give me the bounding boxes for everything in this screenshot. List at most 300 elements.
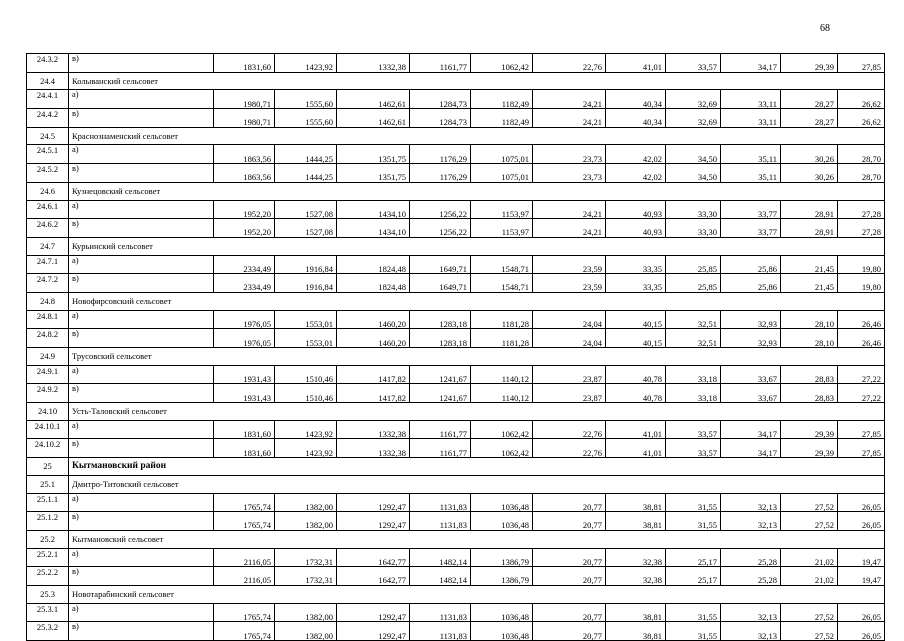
table-cell: 32,93 (721, 310, 781, 329)
table-cell: 27,22 (838, 365, 885, 384)
table-cell: 2116,05 (214, 567, 275, 586)
row-code: 25.3.1 (27, 603, 69, 622)
table-cell: 32,51 (666, 310, 721, 329)
section-name: Кытмановский сельсовет (69, 530, 885, 548)
table-cell: 27,85 (838, 420, 885, 439)
table-cell: 28,83 (781, 384, 838, 403)
table-cell: 21,45 (781, 255, 838, 274)
table-row (27, 567, 885, 586)
table-cell: 22,76 (533, 439, 606, 458)
table-cell: 1553,01 (275, 310, 337, 329)
table-cell: 1241,67 (410, 365, 471, 384)
table-cell: 28,10 (781, 329, 838, 348)
table-cell: 33,35 (606, 255, 666, 274)
row-code: 25.1.1 (27, 493, 69, 512)
table-cell: 25,28 (721, 548, 781, 567)
table-cell: 19,80 (838, 255, 885, 274)
table-cell: 1062,42 (471, 439, 533, 458)
table-cell: 40,34 (606, 109, 666, 128)
table-cell: 1382,00 (275, 622, 337, 641)
table-cell: 1036,48 (471, 603, 533, 622)
tariff-table (26, 53, 885, 641)
table-cell: 1182,49 (471, 109, 533, 128)
table-cell: 25,85 (666, 255, 721, 274)
table-row (27, 274, 885, 293)
table-cell: 40,34 (606, 90, 666, 109)
table-cell: 1824,48 (337, 274, 410, 293)
table-cell: 32,13 (721, 512, 781, 531)
table-cell: 33,35 (606, 274, 666, 293)
row-subitem: в) (69, 219, 214, 238)
table-cell: 28,70 (838, 164, 885, 183)
table-cell: 1131,83 (410, 622, 471, 641)
table-cell: 38,81 (606, 512, 666, 531)
table-cell: 1765,74 (214, 603, 275, 622)
table-cell: 1241,67 (410, 384, 471, 403)
table-cell: 35,11 (721, 145, 781, 164)
row-code: 24.5 (27, 127, 69, 145)
table-cell: 30,26 (781, 145, 838, 164)
table-row (27, 219, 885, 238)
table-cell: 1460,20 (337, 329, 410, 348)
table-cell: 33,67 (721, 365, 781, 384)
table-cell: 26,05 (838, 603, 885, 622)
table-cell: 24,21 (533, 219, 606, 238)
table-row (27, 512, 885, 531)
table-cell: 30,26 (781, 164, 838, 183)
table-cell: 29,39 (781, 420, 838, 439)
table-cell: 1555,60 (275, 90, 337, 109)
table-cell: 1649,71 (410, 274, 471, 293)
table-row (27, 54, 885, 73)
row-subitem: в) (69, 54, 214, 73)
table-cell: 19,47 (838, 548, 885, 567)
table-cell: 24,04 (533, 329, 606, 348)
table-cell: 26,05 (838, 493, 885, 512)
table-row (27, 622, 885, 641)
table-cell: 1952,20 (214, 200, 275, 219)
table-cell: 1036,48 (471, 512, 533, 531)
table-cell: 40,15 (606, 310, 666, 329)
row-subitem: в) (69, 622, 214, 641)
table-cell: 32,13 (721, 493, 781, 512)
table-row (27, 420, 885, 439)
row-code: 24.9.1 (27, 365, 69, 384)
table-cell: 29,39 (781, 54, 838, 73)
table-cell: 1642,77 (337, 567, 410, 586)
table-row (27, 255, 885, 274)
table-row (27, 329, 885, 348)
row-code: 25 (27, 458, 69, 476)
table-cell: 27,52 (781, 603, 838, 622)
table-row (27, 493, 885, 512)
table-cell: 26,05 (838, 622, 885, 641)
row-subitem: в) (69, 567, 214, 586)
table-cell: 32,69 (666, 90, 721, 109)
table-cell: 27,28 (838, 200, 885, 219)
table-cell: 23,59 (533, 274, 606, 293)
table-row (27, 200, 885, 219)
table-cell: 1732,31 (275, 548, 337, 567)
table-cell: 1256,22 (410, 219, 471, 238)
table-cell: 1256,22 (410, 200, 471, 219)
section-heading-row (27, 182, 885, 200)
table-cell: 32,51 (666, 329, 721, 348)
table-cell: 1831,60 (214, 420, 275, 439)
row-code: 25.3.2 (27, 622, 69, 641)
table-cell: 20,77 (533, 603, 606, 622)
row-subitem: а) (69, 200, 214, 219)
section-heading-row (27, 403, 885, 421)
table-cell: 1181,28 (471, 310, 533, 329)
row-code: 24.3.2 (27, 54, 69, 73)
table-cell: 1976,05 (214, 329, 275, 348)
table-cell: 1417,82 (337, 384, 410, 403)
table-cell: 1510,46 (275, 384, 337, 403)
table-cell: 2334,49 (214, 255, 275, 274)
table-cell: 40,93 (606, 219, 666, 238)
table-cell: 1140,12 (471, 365, 533, 384)
table-cell: 31,55 (666, 512, 721, 531)
table-cell: 1555,60 (275, 109, 337, 128)
table-cell: 32,13 (721, 603, 781, 622)
table-cell: 24,21 (533, 200, 606, 219)
table-cell: 1176,29 (410, 145, 471, 164)
table-cell: 32,93 (721, 329, 781, 348)
table-cell: 20,77 (533, 512, 606, 531)
table-cell: 1527,08 (275, 200, 337, 219)
table-cell: 32,13 (721, 622, 781, 641)
table-cell: 1131,83 (410, 493, 471, 512)
table-cell: 35,11 (721, 164, 781, 183)
table-cell: 34,50 (666, 164, 721, 183)
table-cell: 21,02 (781, 548, 838, 567)
table-cell: 1916,84 (275, 274, 337, 293)
section-name: Дмитро-Титовский сельсовет (69, 475, 885, 493)
table-cell: 31,55 (666, 603, 721, 622)
section-name: Кузнецовский сельсовет (69, 182, 885, 200)
row-subitem: а) (69, 420, 214, 439)
section-name: Курьинский сельсовет (69, 237, 885, 255)
table-cell: 28,83 (781, 365, 838, 384)
table-cell: 24,04 (533, 310, 606, 329)
section-name: Новофирсовский сельсовет (69, 292, 885, 310)
table-cell: 1444,25 (275, 145, 337, 164)
table-cell: 20,77 (533, 622, 606, 641)
table-cell: 38,81 (606, 622, 666, 641)
table-cell: 1824,48 (337, 255, 410, 274)
table-row (27, 384, 885, 403)
table-cell: 25,86 (721, 274, 781, 293)
table-cell: 1482,14 (410, 567, 471, 586)
table-cell: 33,77 (721, 200, 781, 219)
district-heading-row (27, 458, 885, 476)
table-cell: 27,22 (838, 384, 885, 403)
table-cell: 40,78 (606, 365, 666, 384)
table-cell: 20,77 (533, 493, 606, 512)
table-cell: 1062,42 (471, 54, 533, 73)
row-subitem: в) (69, 164, 214, 183)
table-cell: 40,93 (606, 200, 666, 219)
table-cell: 38,81 (606, 603, 666, 622)
section-name: Новотарабинский сельсовет (69, 585, 885, 603)
row-subitem: а) (69, 365, 214, 384)
row-code: 24.10.1 (27, 420, 69, 439)
row-subitem: в) (69, 329, 214, 348)
table-cell: 1510,46 (275, 365, 337, 384)
table-cell: 1386,79 (471, 567, 533, 586)
table-cell: 41,01 (606, 54, 666, 73)
table-cell: 21,02 (781, 567, 838, 586)
table-cell: 1182,49 (471, 90, 533, 109)
table-cell: 1548,71 (471, 255, 533, 274)
row-code: 24.7.1 (27, 255, 69, 274)
table-cell: 1382,00 (275, 493, 337, 512)
table-cell: 1161,77 (410, 54, 471, 73)
table-cell: 33,11 (721, 90, 781, 109)
table-cell: 27,28 (838, 219, 885, 238)
table-cell: 1649,71 (410, 255, 471, 274)
table-cell: 34,17 (721, 54, 781, 73)
row-code: 24.10 (27, 403, 69, 421)
row-subitem: в) (69, 109, 214, 128)
row-code: 25.2.1 (27, 548, 69, 567)
table-cell: 32,38 (606, 567, 666, 586)
table-cell: 32,38 (606, 548, 666, 567)
table-cell: 19,80 (838, 274, 885, 293)
table-cell: 1423,92 (275, 54, 337, 73)
table-cell: 28,91 (781, 219, 838, 238)
row-code: 24.9 (27, 348, 69, 366)
table-cell: 1351,75 (337, 164, 410, 183)
row-code: 24.7.2 (27, 274, 69, 293)
table-cell: 32,69 (666, 109, 721, 128)
table-cell: 27,52 (781, 512, 838, 531)
table-cell: 42,02 (606, 164, 666, 183)
table-cell: 34,17 (721, 420, 781, 439)
table-row (27, 439, 885, 458)
section-name: Усть-Таловский сельсовет (69, 403, 885, 421)
table-cell: 1176,29 (410, 164, 471, 183)
section-heading-row (27, 585, 885, 603)
row-code: 24.4 (27, 72, 69, 90)
row-subitem: а) (69, 145, 214, 164)
table-body (27, 54, 885, 641)
table-row (27, 310, 885, 329)
table-cell: 1444,25 (275, 164, 337, 183)
section-name: Краснознаменский сельсовет (69, 127, 885, 145)
table-cell: 27,52 (781, 493, 838, 512)
table-cell: 1292,47 (337, 603, 410, 622)
section-heading-row (27, 530, 885, 548)
table-cell: 26,05 (838, 512, 885, 531)
table-cell: 26,46 (838, 329, 885, 348)
row-code: 24.4.2 (27, 109, 69, 128)
table-cell: 1976,05 (214, 310, 275, 329)
table-cell: 41,01 (606, 420, 666, 439)
table-cell: 27,52 (781, 622, 838, 641)
table-cell: 1131,83 (410, 603, 471, 622)
table-cell: 29,39 (781, 439, 838, 458)
table-row (27, 90, 885, 109)
table-cell: 33,18 (666, 384, 721, 403)
table-cell: 1482,14 (410, 548, 471, 567)
table-cell: 1284,73 (410, 109, 471, 128)
district-name: Кытмановский район (69, 458, 885, 476)
table-cell: 25,17 (666, 548, 721, 567)
table-cell: 24,21 (533, 90, 606, 109)
table-cell: 26,62 (838, 109, 885, 128)
table-cell: 1075,01 (471, 164, 533, 183)
table-cell: 1863,56 (214, 164, 275, 183)
table-cell: 25,17 (666, 567, 721, 586)
section-name: Трусовский сельсовет (69, 348, 885, 366)
table-row (27, 145, 885, 164)
table-cell: 1332,38 (337, 420, 410, 439)
table-row (27, 164, 885, 183)
table-cell: 31,55 (666, 493, 721, 512)
table-cell: 1075,01 (471, 145, 533, 164)
table-cell: 1980,71 (214, 109, 275, 128)
table-cell: 2116,05 (214, 548, 275, 567)
table-cell: 33,57 (666, 54, 721, 73)
table-cell: 1332,38 (337, 54, 410, 73)
row-subitem: а) (69, 310, 214, 329)
row-subitem: а) (69, 548, 214, 567)
table-cell: 28,27 (781, 90, 838, 109)
table-cell: 42,02 (606, 145, 666, 164)
table-cell: 1831,60 (214, 439, 275, 458)
table-cell: 34,50 (666, 145, 721, 164)
row-code: 25.1 (27, 475, 69, 493)
page-number: 68 (820, 23, 830, 34)
table-cell: 33,11 (721, 109, 781, 128)
row-code: 24.8.2 (27, 329, 69, 348)
row-subitem: в) (69, 274, 214, 293)
table-cell: 1292,47 (337, 622, 410, 641)
table-cell: 1831,60 (214, 54, 275, 73)
table-cell: 1153,97 (471, 200, 533, 219)
row-code: 24.6.1 (27, 200, 69, 219)
table-cell: 2334,49 (214, 274, 275, 293)
row-code: 24.5.2 (27, 164, 69, 183)
row-code: 24.8 (27, 292, 69, 310)
table-cell: 25,86 (721, 255, 781, 274)
table-cell: 1931,43 (214, 384, 275, 403)
table-cell: 1131,83 (410, 512, 471, 531)
table-cell: 1140,12 (471, 384, 533, 403)
row-code: 24.5.1 (27, 145, 69, 164)
section-heading-row (27, 475, 885, 493)
table-cell: 1553,01 (275, 329, 337, 348)
table-cell: 33,57 (666, 439, 721, 458)
table-cell: 19,47 (838, 567, 885, 586)
table-cell: 1036,48 (471, 493, 533, 512)
table-row (27, 548, 885, 567)
table-cell: 20,77 (533, 567, 606, 586)
table-cell: 33,77 (721, 219, 781, 238)
table-cell: 1423,92 (275, 439, 337, 458)
table-cell: 1863,56 (214, 145, 275, 164)
table-cell: 22,76 (533, 420, 606, 439)
row-subitem: а) (69, 255, 214, 274)
table-cell: 23,73 (533, 145, 606, 164)
table-cell: 28,91 (781, 200, 838, 219)
table-cell: 1765,74 (214, 512, 275, 531)
table-cell: 1161,77 (410, 420, 471, 439)
table-cell: 20,77 (533, 548, 606, 567)
row-subitem: а) (69, 90, 214, 109)
table-cell: 1527,08 (275, 219, 337, 238)
row-code: 24.7 (27, 237, 69, 255)
table-cell: 1292,47 (337, 512, 410, 531)
table-cell: 28,27 (781, 109, 838, 128)
table-cell: 33,57 (666, 420, 721, 439)
table-cell: 1765,74 (214, 622, 275, 641)
table-cell: 1332,38 (337, 439, 410, 458)
table-cell: 1417,82 (337, 365, 410, 384)
section-heading-row (27, 72, 885, 90)
table-cell: 28,10 (781, 310, 838, 329)
table-cell: 1283,18 (410, 310, 471, 329)
row-code: 24.4.1 (27, 90, 69, 109)
table-cell: 1181,28 (471, 329, 533, 348)
table-row (27, 109, 885, 128)
table-cell: 1062,42 (471, 420, 533, 439)
table-cell: 28,70 (838, 145, 885, 164)
table-cell: 1036,48 (471, 622, 533, 641)
table-cell: 40,78 (606, 384, 666, 403)
table-cell: 34,17 (721, 439, 781, 458)
row-code: 24.6 (27, 182, 69, 200)
row-code: 24.8.1 (27, 310, 69, 329)
row-code: 25.1.2 (27, 512, 69, 531)
table-cell: 23,87 (533, 384, 606, 403)
table-cell: 22,76 (533, 54, 606, 73)
table-cell: 1292,47 (337, 493, 410, 512)
table-cell: 25,85 (666, 274, 721, 293)
table-cell: 1462,61 (337, 90, 410, 109)
table-row (27, 365, 885, 384)
table-cell: 26,46 (838, 310, 885, 329)
table-cell: 1732,31 (275, 567, 337, 586)
row-code: 25.3 (27, 585, 69, 603)
row-subitem: в) (69, 384, 214, 403)
table-cell: 1382,00 (275, 512, 337, 531)
table-cell: 40,15 (606, 329, 666, 348)
table-cell: 1548,71 (471, 274, 533, 293)
table-cell: 24,21 (533, 109, 606, 128)
table-cell: 33,18 (666, 365, 721, 384)
row-code: 24.10.2 (27, 439, 69, 458)
table-cell: 1434,10 (337, 200, 410, 219)
table-cell: 1980,71 (214, 90, 275, 109)
table-cell: 25,28 (721, 567, 781, 586)
table-cell: 1460,20 (337, 310, 410, 329)
table-cell: 21,45 (781, 274, 838, 293)
table-row (27, 603, 885, 622)
table-cell: 1284,73 (410, 90, 471, 109)
section-heading-row (27, 127, 885, 145)
row-code: 25.2 (27, 530, 69, 548)
table-cell: 31,55 (666, 622, 721, 641)
section-heading-row (27, 348, 885, 366)
table-cell: 1161,77 (410, 439, 471, 458)
table-cell: 1916,84 (275, 255, 337, 274)
row-subitem: а) (69, 493, 214, 512)
table-cell: 1351,75 (337, 145, 410, 164)
section-heading-row (27, 292, 885, 310)
